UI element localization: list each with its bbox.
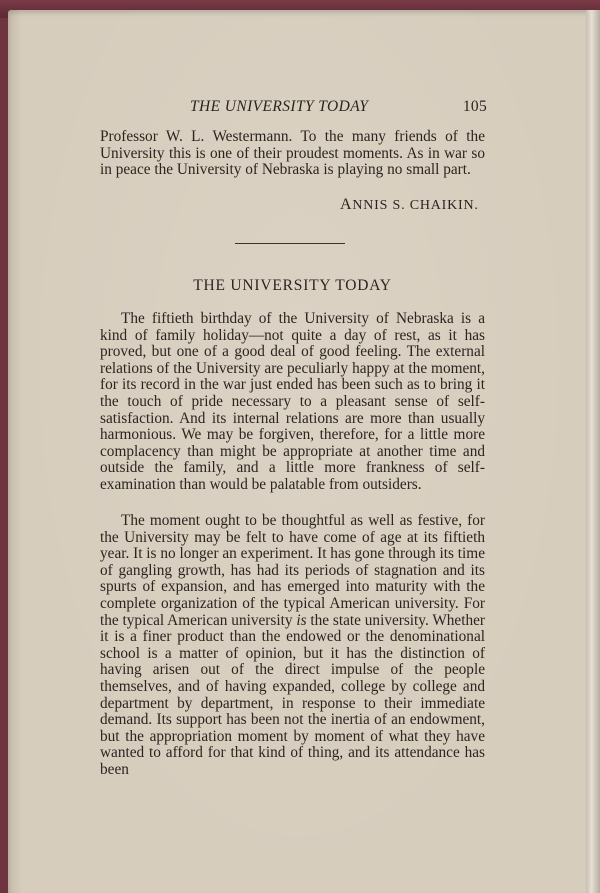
- paragraph-1: The fiftieth birthday of the University of Nebraska is a kind of family holiday—not quite a day of rest, as it has proved, but one of a good deal of good feeling. The external relations of the University are peculiarly happy at the moment, for its record in the war just ended has been such as to bring it the touch of pride necessary to a pleasant sense of self-satisfaction. And its internal relations are more than usually harmonious. We may be forgiven, therefore, for a little more complacency than might be appropriate at another time and outside the family, and a little more frankness of self-examination than would be palatable from outsiders.: [100, 310, 485, 493]
- closing-paragraph: Professor W. L. Westermann. To the many friends of the University this is one of their proudest moments. As in war so in peace the University of Nebraska is playing no small part.: [100, 128, 485, 179]
- section-title: THE UNIVERSITY TODAY: [193, 277, 392, 294]
- running-head: [190, 98, 490, 120]
- page-edge: [586, 10, 600, 893]
- paragraph-2-end: the state university. Whether it is a finer product than the endowed or the denominational school is a matter of opinion, but it has the distinction of having arisen out of the direct impulse of the people themselves, and of having expanded, college by college and department by department, in response to their immediate demand. Its support has been not the inertia of an endowment, but the appropriation moment by moment of what they have wanted to afford for that kind of thing, and its attendance has been: [100, 611, 486, 778]
- running-head-title: THE UNIVERSITY TODAY: [190, 98, 369, 115]
- paragraph-2-emphasis: is: [296, 611, 307, 629]
- page-number: 105: [462, 98, 487, 115]
- author-signature: ANNIS S. CHAIKIN.: [340, 196, 479, 213]
- paragraph-2: [100, 513, 485, 779]
- section-divider: [235, 243, 345, 244]
- paragraph-2-start: The moment ought to be thoughtful as well as festive, for the University may be felt to have come of age at its fiftieth year. It is no longer an experiment. It has gone through its time of gangling growth, has had its periods of stagnation and its spurts of expansion, and has emerged into maturity with the complete organization of the typical American university. For the typical American university: [100, 512, 485, 629]
